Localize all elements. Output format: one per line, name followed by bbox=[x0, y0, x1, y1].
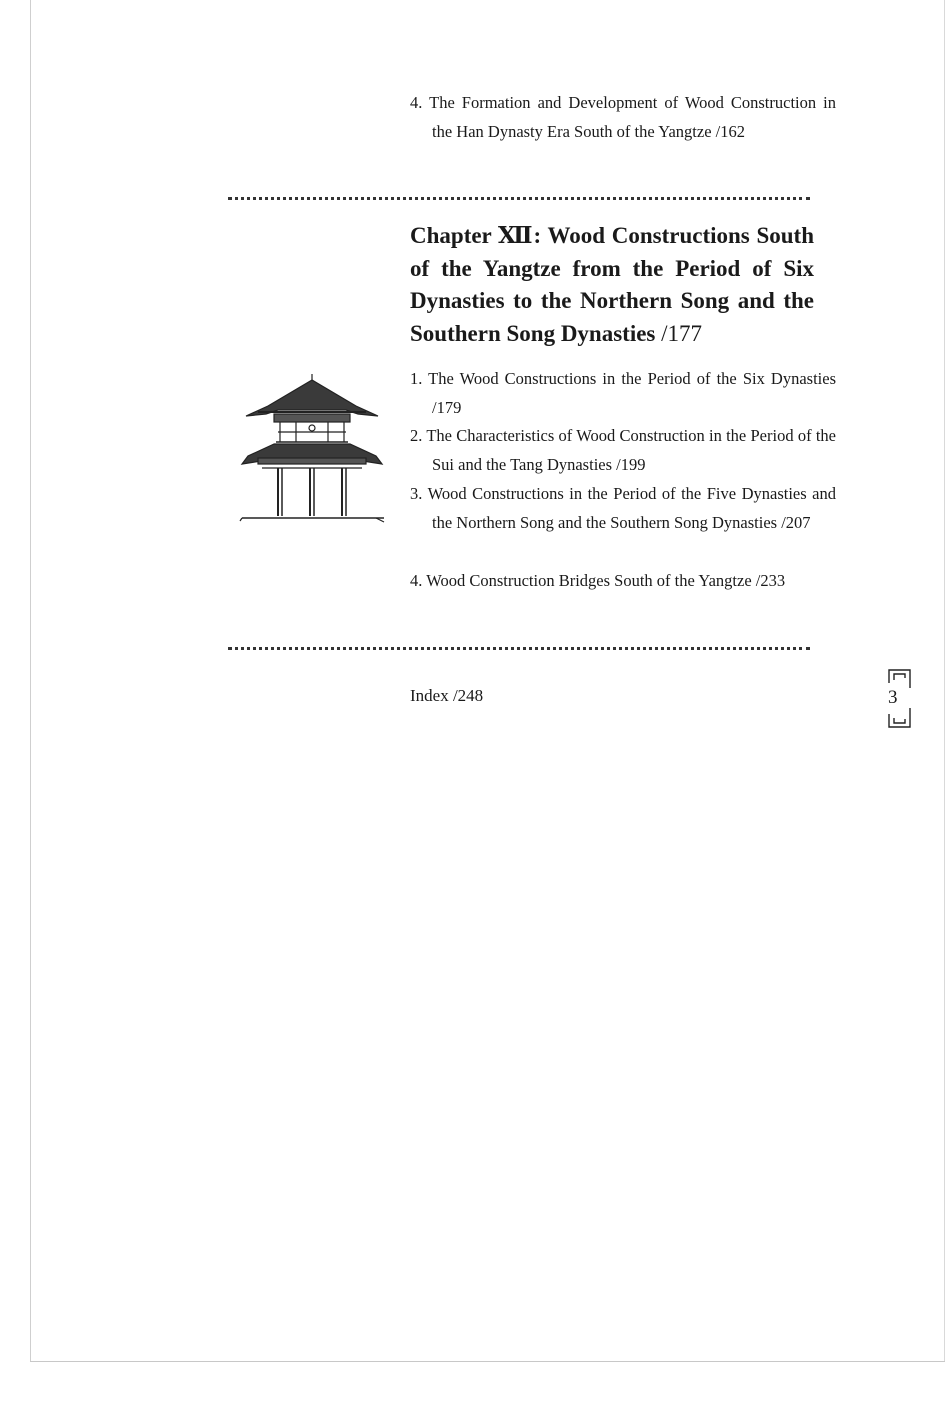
dotted-divider-top bbox=[228, 197, 810, 200]
scan-edge-bottom bbox=[30, 1361, 945, 1362]
toc-item-bridges[interactable]: 4. Wood Construction Bridges South of the Yangtze /233 bbox=[410, 571, 786, 590]
pagoda-illustration-icon bbox=[238, 370, 388, 530]
page-number: 3 bbox=[888, 687, 898, 708]
chapter-page-number: /177 bbox=[661, 320, 703, 346]
scan-edge-left bbox=[30, 0, 31, 1362]
scan-edge-right bbox=[944, 0, 945, 1362]
chapter-title[interactable] bbox=[410, 220, 814, 350]
toc-item-sui-tang[interactable]: 2. The Characteristics of Wood Construction in the Period of the Sui and the Tang Dynasties /199 bbox=[410, 426, 836, 474]
toc-item-six-dynasties[interactable]: 1. The Wood Constructions in the Period of the Six Dynasties /179 bbox=[410, 369, 836, 417]
page-number-ornament bbox=[886, 668, 914, 730]
toc-item-index[interactable]: Index /248 bbox=[410, 686, 484, 705]
dotted-divider-bottom bbox=[228, 647, 810, 650]
chapter-title-text: Chapter Ⅻ: Wood Constructions South of the Yangtze from the Period of Six Dynasties to the Northern Song and the Southern Song Dynasties bbox=[410, 223, 814, 346]
toc-item-five-dynasties[interactable]: 3. Wood Constructions in the Period of the Five Dynasties and the Northern Song and the Southern Song Dynasties /207 bbox=[410, 484, 836, 532]
toc-item-han-dynasty[interactable]: 4. The Formation and Development of Wood Construction in the Han Dynasty Era South of the Yangtze /162 bbox=[410, 93, 836, 141]
